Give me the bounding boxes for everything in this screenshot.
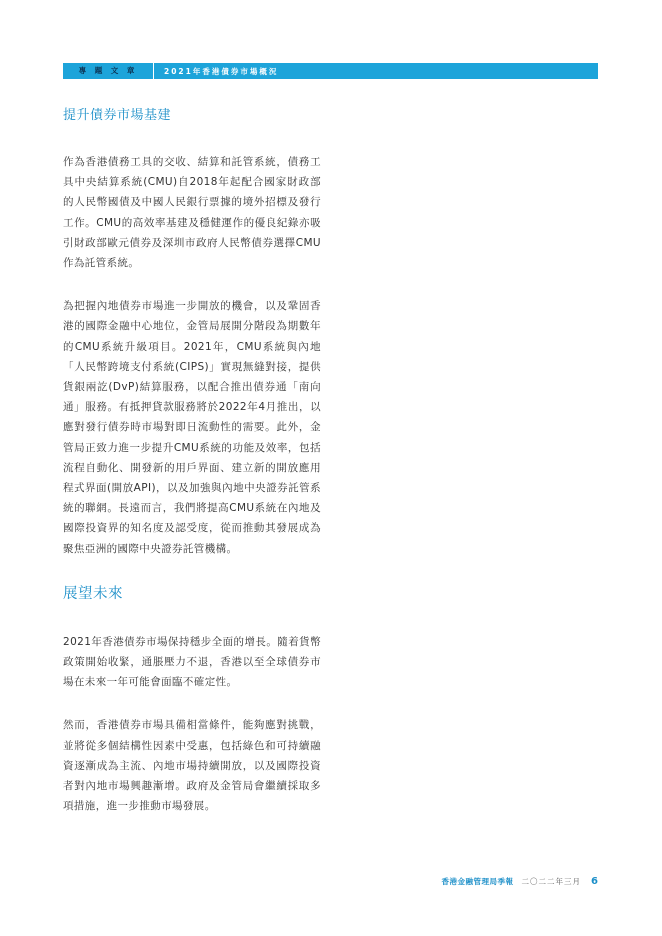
header-bar	[63, 63, 598, 79]
paragraph: 為把握內地債券市場進一步開放的機會，以及鞏固香港的國際金融中心地位，金管局展開分階段為期數年的CMU系統升級項目。2021年，CMU系統與內地「人民幣跨境支付系統(CIPS)」實現無縫對接，提供貨銀兩訖(DvP)結算服務，以配合推出債券通「南向通」服務。有抵押貸款服務將於2022年4月推出，以應對發行債券時市場對即日流動性的需要。此外，金管局正致力進一步提升CMU系統的功能及效率，包括流程自動化、開發新的用戶界面、建立新的開放應用程式界面(開放API)，以及加強與內地中央證券託管系統的聯網。長遠而言，我們將提高CMU系統在內地及國際投資界的知名度及認受度，從而推動其發展成為聚焦亞洲的國際中央證券託管機構。	[63, 300, 321, 555]
paragraph: 2021年香港債券市場保持穩步全面的增長。隨着貨幣政策開始收緊，通脹壓力不退，香港以至全球債券市場在未來一年可能會面臨不確定性。	[63, 635, 321, 689]
page-number: 6	[591, 876, 598, 887]
article-topic: 2021年香港債券市場概況	[164, 66, 279, 76]
section-heading-outlook: 展望未來	[63, 585, 123, 602]
publication-name: 香港金融管理局季報	[441, 877, 514, 886]
paragraph: 然而，香港債券市場具備相當條件，能夠應對挑戰，並將從多個結構性因素中受惠，包括綠色和可持續融資逐漸成為主流、內地市場持續開放，以及國際投資者對內地市場興趣漸增。政府及金管局會繼續採取多項措施，進一步推動市場發展。	[63, 719, 321, 813]
article-body	[63, 100, 321, 839]
issue-date: 二〇二二年三月	[521, 877, 582, 886]
section-heading-infrastructure: 提升債券市場基建	[63, 108, 172, 123]
section-label: 專 題 文 章	[78, 66, 138, 75]
paragraph: 作為香港債務工具的交收、結算和託管系統，債務工具中央結算系統(CMU)自2018年起配合國家財政部的人民幣國債及中國人民銀行票據的境外招標及發行工作。CMU的高效率基建及穩健運作的優良紀錄亦吸引財政部歐元債券及深圳市政府人民幣債券選擇CMU作為託管系統。	[63, 156, 321, 270]
page-footer	[442, 876, 598, 887]
